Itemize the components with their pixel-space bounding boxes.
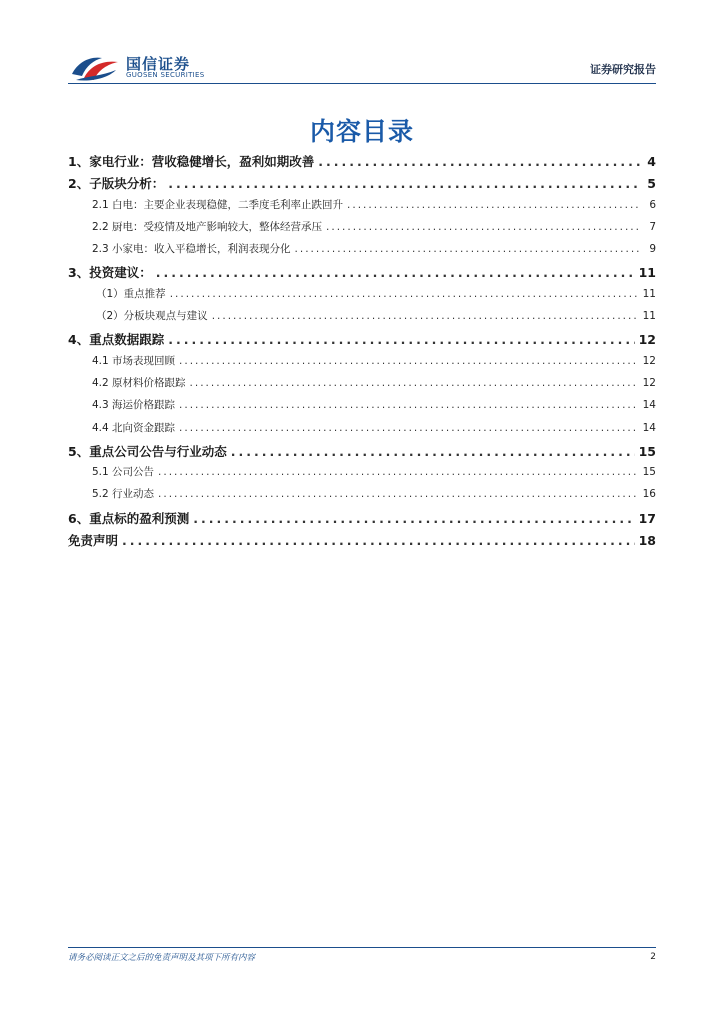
page-header <box>68 50 656 86</box>
toc-entry-page: 5 <box>647 176 656 192</box>
logo-chinese-name: 国信证券 <box>126 55 191 73</box>
toc-entry-label: 2、子版块分析： <box>68 176 165 192</box>
toc-dot-leader <box>168 176 640 191</box>
toc-entry-label: 6、重点标的盈利预测 <box>68 510 190 526</box>
toc-entry[interactable] <box>68 241 656 263</box>
toc-dot-leader <box>168 332 634 347</box>
toc-entry-page: 4 <box>647 154 656 169</box>
disclaimer-note: 请务必阅读正文之后的免责声明及其项下所有内容 <box>68 953 256 963</box>
toc-entry-page: 14 <box>642 421 656 434</box>
toc-dot-leader <box>318 154 640 169</box>
toc-dot-leader <box>179 422 639 434</box>
guosen-logo <box>68 50 228 84</box>
toc-dot-leader <box>190 377 639 389</box>
toc-dot-leader <box>231 444 635 459</box>
toc-entry-label: 3、投资建议： <box>68 265 152 281</box>
toc-dot-leader <box>170 288 639 300</box>
toc-entry-label: 5、重点公司公告与行业动态 <box>68 443 227 459</box>
toc-dot-leader <box>158 466 639 478</box>
toc-entry-page: 12 <box>638 332 656 348</box>
toc-dot-leader <box>193 511 634 526</box>
toc-dot-leader <box>179 355 639 367</box>
toc-entry[interactable] <box>68 152 656 174</box>
toc-entry[interactable] <box>68 442 656 464</box>
toc-entry[interactable] <box>68 353 656 375</box>
toc-entry-label: 1、家电行业：营收稳健增长，盈利如期改善 <box>68 154 315 169</box>
toc-dot-leader <box>295 243 640 255</box>
toc-entry-label: 5.1 公司公告 <box>92 466 155 479</box>
toc-dot-leader <box>122 533 635 548</box>
toc-entry-page: 12 <box>642 376 656 389</box>
guosen-logo-icon <box>68 52 124 82</box>
toc-entry-page: 11 <box>638 265 656 281</box>
toc-entry-page: 15 <box>638 443 656 459</box>
toc-entry[interactable] <box>68 308 656 330</box>
toc-entry-label: （2）分板块观点与建议 <box>96 310 208 323</box>
toc-entry[interactable] <box>68 375 656 397</box>
logo-english-name: GUOSEN SECURITIES <box>126 71 205 79</box>
toc-entry-page: 14 <box>642 399 656 412</box>
table-of-contents <box>68 152 656 553</box>
toc-entry[interactable] <box>68 219 656 241</box>
toc-entry[interactable] <box>68 486 656 508</box>
toc-entry-label: 5.2 行业动态 <box>92 488 155 501</box>
header-divider <box>68 83 656 84</box>
toc-entry-page: 17 <box>638 510 656 526</box>
toc-entry-page: 16 <box>642 488 656 501</box>
toc-entry[interactable] <box>68 397 656 419</box>
toc-dot-leader <box>179 399 639 411</box>
toc-entry[interactable] <box>68 174 656 196</box>
toc-entry-label: 2.3 小家电：收入平稳增长，利润表现分化 <box>92 243 291 256</box>
report-type-label: 证券研究报告 <box>590 63 656 76</box>
toc-entry-label: 2.2 厨电：受疫情及地产影响较大，整体经营承压 <box>92 220 323 233</box>
page-number: 2 <box>650 952 656 962</box>
toc-entry[interactable] <box>68 531 656 553</box>
toc-entry[interactable] <box>68 330 656 352</box>
toc-entry[interactable] <box>68 509 656 531</box>
toc-dot-leader <box>347 199 640 211</box>
toc-entry-label: 4.1 市场表现回顾 <box>92 354 176 367</box>
toc-entry-page: 12 <box>642 354 656 367</box>
toc-entry[interactable] <box>68 464 656 486</box>
toc-entry-page: 11 <box>642 310 656 323</box>
toc-entry-label: 2.1 白电：主要企业表现稳健，二季度毛利率止跌回升 <box>92 198 344 211</box>
toc-dot-leader <box>156 265 635 280</box>
toc-entry-label: 4.4 北向资金跟踪 <box>92 421 176 434</box>
footer-divider <box>68 947 656 948</box>
toc-dot-leader <box>212 310 639 322</box>
toc-entry-label: 4.3 海运价格跟踪 <box>92 399 176 412</box>
toc-entry-page: 18 <box>638 533 656 549</box>
toc-entry[interactable] <box>68 420 656 442</box>
toc-entry-label: 4、重点数据跟踪 <box>68 332 165 348</box>
toc-entry[interactable] <box>68 263 656 285</box>
toc-entry-label: 4.2 原材料价格跟踪 <box>92 376 186 389</box>
page-title: 内容目录 <box>309 117 414 146</box>
toc-entry[interactable] <box>68 197 656 219</box>
toc-entry-page: 7 <box>649 220 656 233</box>
toc-entry-page: 6 <box>649 198 656 211</box>
toc-entry-page: 11 <box>642 287 656 300</box>
toc-entry[interactable] <box>68 286 656 308</box>
toc-entry-label: （1）重点推荐 <box>96 287 166 300</box>
toc-entry-label: 免责声明 <box>68 533 119 549</box>
toc-dot-leader <box>326 221 640 233</box>
toc-entry-page: 15 <box>642 466 656 479</box>
toc-entry-page: 9 <box>649 243 656 256</box>
toc-dot-leader <box>158 488 639 500</box>
